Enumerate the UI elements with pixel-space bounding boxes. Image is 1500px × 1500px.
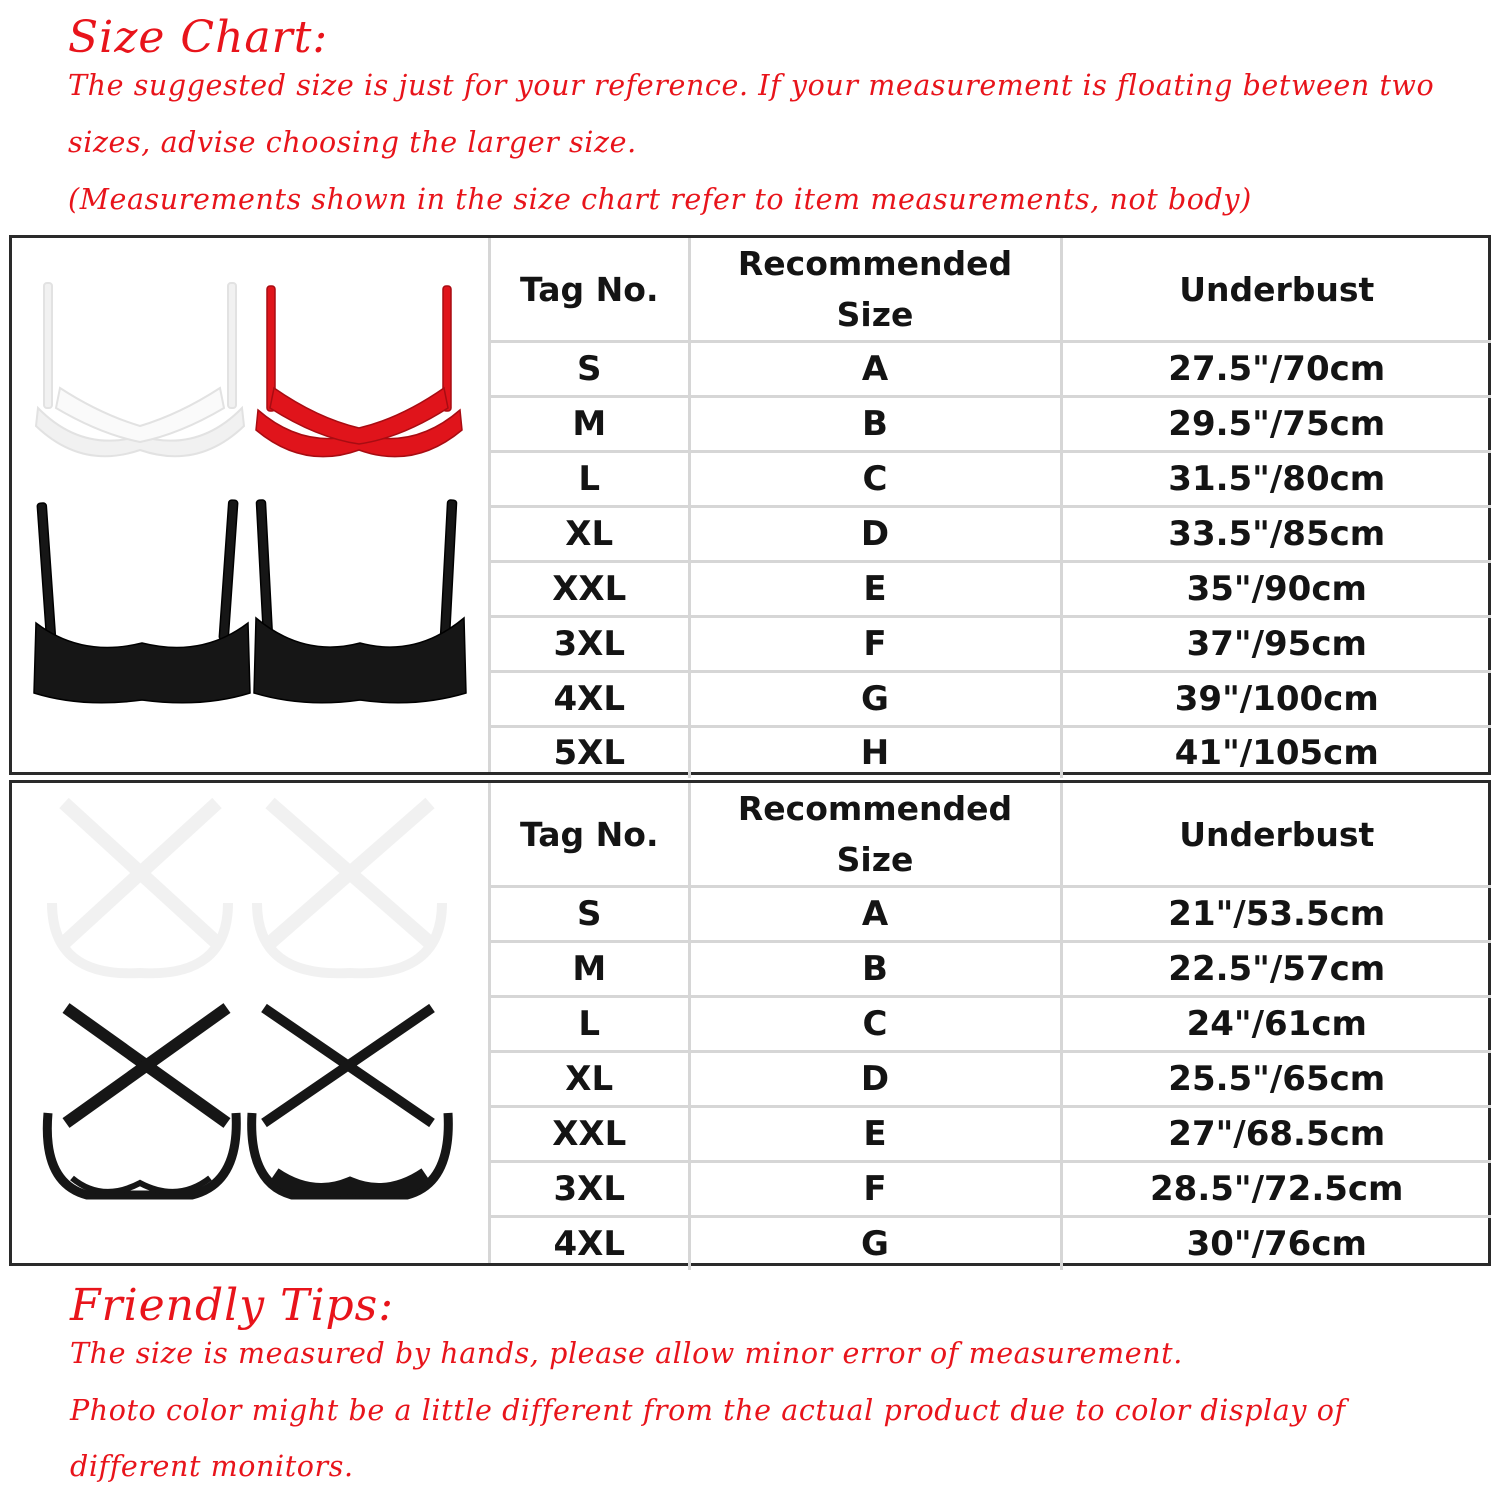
tag-cell: S bbox=[491, 887, 689, 942]
product-photos-balconette bbox=[12, 238, 491, 772]
header-underbust: Underbust bbox=[1061, 238, 1491, 342]
tag-cell: XXL bbox=[491, 562, 689, 617]
white-crisscross-bra-image-1 bbox=[52, 803, 228, 973]
tag-cell: 3XL bbox=[491, 617, 689, 672]
white-crisscross-bra-image-2 bbox=[257, 803, 442, 973]
table-row bbox=[491, 617, 1491, 672]
recommended-size-cell: G bbox=[689, 672, 1061, 727]
table-row bbox=[491, 942, 1491, 997]
recommended-size-cell: F bbox=[689, 617, 1061, 672]
tips-line-1: The size is measured by hands, please allow minor error of measurement. bbox=[70, 1337, 1183, 1370]
tag-cell: M bbox=[491, 397, 689, 452]
underbust-cell: 31.5"/80cm bbox=[1061, 452, 1491, 507]
size-table-2 bbox=[491, 783, 1491, 1270]
size-table-1 bbox=[491, 238, 1491, 778]
table-row bbox=[491, 397, 1491, 452]
underbust-cell: 21"/53.5cm bbox=[1061, 887, 1491, 942]
size-table-section-2 bbox=[9, 780, 1491, 1266]
table-header-row bbox=[491, 238, 1491, 342]
table-row bbox=[491, 727, 1491, 778]
recommended-size-cell: C bbox=[689, 452, 1061, 507]
underbust-cell: 25.5"/65cm bbox=[1061, 1052, 1491, 1107]
table-row bbox=[491, 1217, 1491, 1270]
table-row bbox=[491, 1052, 1491, 1107]
crisscross-bra-illustrations bbox=[12, 783, 488, 1263]
recommended-size-cell: G bbox=[689, 1217, 1061, 1270]
table-row bbox=[491, 507, 1491, 562]
size-note-line-3: (Measurements shown in the size chart refer to item measurements, not body) bbox=[68, 183, 1252, 216]
recommended-size-cell: B bbox=[689, 942, 1061, 997]
table-row bbox=[491, 997, 1491, 1052]
red-bra-image bbox=[256, 286, 462, 457]
recommended-size-cell: H bbox=[689, 727, 1061, 778]
tips-line-3: different monitors. bbox=[70, 1450, 354, 1483]
recommended-size-cell: C bbox=[689, 997, 1061, 1052]
underbust-cell: 22.5"/57cm bbox=[1061, 942, 1491, 997]
header-recommended-size: Recommended Size bbox=[689, 783, 1061, 887]
size-note-line-2: sizes, advise choosing the larger size. bbox=[68, 126, 637, 159]
header-recommended-size: Recommended Size bbox=[689, 238, 1061, 342]
recommended-size-cell: E bbox=[689, 562, 1061, 617]
black-bra-image-1 bbox=[34, 500, 250, 703]
recommended-size-cell: D bbox=[689, 1052, 1061, 1107]
product-photos-crisscross bbox=[12, 783, 491, 1263]
header-tag-no: Tag No. bbox=[491, 238, 689, 342]
tag-cell: 3XL bbox=[491, 1162, 689, 1217]
tag-cell: XL bbox=[491, 507, 689, 562]
table-header-row bbox=[491, 783, 1491, 887]
tips-line-2: Photo color might be a little different from the actual product due to color display of bbox=[70, 1394, 1346, 1427]
size-note-line-1: The suggested size is just for your reference. If your measurement is floating between two bbox=[68, 69, 1435, 102]
table-row bbox=[491, 342, 1491, 397]
underbust-cell: 35"/90cm bbox=[1061, 562, 1491, 617]
underbust-cell: 28.5"/72.5cm bbox=[1061, 1162, 1491, 1217]
table-row bbox=[491, 452, 1491, 507]
recommended-size-cell: D bbox=[689, 507, 1061, 562]
table-row bbox=[491, 1162, 1491, 1217]
underbust-cell: 30"/76cm bbox=[1186, 1223, 1367, 1264]
tag-cell: XXL bbox=[491, 1107, 689, 1162]
tag-cell: 5XL bbox=[491, 727, 689, 778]
header-underbust: Underbust bbox=[1061, 783, 1491, 887]
underbust-cell: 39"/100cm bbox=[1061, 672, 1491, 727]
tag-cell: XL bbox=[491, 1052, 689, 1107]
tag-cell: 4XL bbox=[491, 1217, 689, 1270]
header-tag-no: Tag No. bbox=[491, 783, 689, 887]
underbust-cell: 33.5"/85cm bbox=[1061, 507, 1491, 562]
table-row bbox=[491, 562, 1491, 617]
black-crisscross-bra-image-2 bbox=[252, 1008, 449, 1195]
recommended-size-cell: F bbox=[689, 1162, 1061, 1217]
tag-cell: M bbox=[491, 942, 689, 997]
friendly-tips-title: Friendly Tips: bbox=[70, 1280, 395, 1331]
recommended-size-cell: B bbox=[689, 397, 1061, 452]
tag-cell: S bbox=[491, 342, 689, 397]
recommended-size-cell: A bbox=[689, 887, 1061, 942]
balconette-bra-illustrations bbox=[12, 238, 488, 772]
black-crisscross-bra-image-1 bbox=[47, 1008, 236, 1195]
recommended-size-cell: A bbox=[689, 342, 1061, 397]
underbust-cell: 29.5"/75cm bbox=[1061, 397, 1491, 452]
table-row bbox=[491, 887, 1491, 942]
table-row bbox=[491, 672, 1491, 727]
size-chart-title: Size Chart: bbox=[68, 12, 329, 63]
tag-cell: L bbox=[491, 452, 689, 507]
recommended-size-cell: E bbox=[689, 1107, 1061, 1162]
table-row bbox=[491, 1107, 1491, 1162]
underbust-cell: 41"/105cm bbox=[1174, 732, 1379, 773]
underbust-cell: 27.5"/70cm bbox=[1061, 342, 1491, 397]
underbust-cell: 37"/95cm bbox=[1061, 617, 1491, 672]
black-bra-image-2 bbox=[254, 500, 466, 703]
tag-cell: 4XL bbox=[491, 672, 689, 727]
underbust-cell: 24"/61cm bbox=[1061, 997, 1491, 1052]
tag-cell: L bbox=[491, 997, 689, 1052]
white-bra-image bbox=[36, 283, 244, 456]
size-table-section-1 bbox=[9, 235, 1491, 775]
underbust-cell: 27"/68.5cm bbox=[1061, 1107, 1491, 1162]
